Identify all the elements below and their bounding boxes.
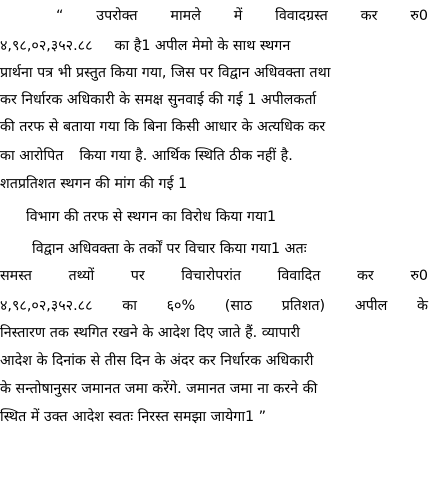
text-word: पर bbox=[130, 268, 145, 284]
text-segment: निस्तारण तक स्थगित रखने के आदेश दिए जाते हैं. व्यापारी bbox=[0, 325, 301, 341]
text-line bbox=[0, 376, 434, 403]
text-word: मामले bbox=[170, 8, 201, 24]
text-line bbox=[0, 60, 434, 87]
text-word: समस्त bbox=[0, 268, 32, 284]
text-line bbox=[0, 114, 434, 141]
text-line bbox=[0, 263, 434, 290]
percentage: ६०% bbox=[166, 298, 196, 314]
text-word: तथ्यों bbox=[68, 268, 95, 284]
text-word: प्रतिशत) bbox=[281, 298, 326, 314]
text-line bbox=[0, 404, 434, 431]
text-line bbox=[0, 3, 434, 30]
text-word: रु0 bbox=[410, 268, 428, 284]
text-segment: की तरफ से बताया गया कि बिना किसी आधार के अत्यधिक कर bbox=[0, 119, 326, 135]
text-line bbox=[0, 143, 434, 170]
text-line bbox=[0, 293, 434, 320]
text-segment: शतप्रतिशत स्थगन की मांग की गई 1 bbox=[0, 176, 188, 192]
text-line bbox=[0, 171, 434, 198]
text-segment: के सन्तोषानुसर जमानत जमा करेंगे. जमानत जमा ना करने की bbox=[0, 381, 318, 397]
text-segment: का आरोपित bbox=[0, 148, 64, 164]
text-word: रु0 bbox=[410, 8, 428, 24]
text-word: कर bbox=[360, 8, 378, 24]
text-line bbox=[0, 87, 434, 114]
amount: ४,९८,०२,३५२.८८ bbox=[0, 298, 93, 314]
amount: ४,९८,०२,३५२.८८ bbox=[0, 38, 93, 54]
closing-line: स्थित में उक्त आदेश स्वतः निरस्त समझा जायेगा1 ” bbox=[0, 409, 267, 425]
text-word: में bbox=[233, 8, 243, 24]
text-word: कर bbox=[356, 268, 374, 284]
text-segment: कर निर्धारक अधिकारी के समक्ष सुनवाई की गई 1 अपीलकर्ता bbox=[0, 92, 317, 108]
text-segment: आदेश के दिनांक से तीस दिन के अंदर कर निर्धारक अधिकारी bbox=[0, 353, 314, 369]
text-word: उपरोक्त bbox=[96, 8, 138, 24]
text-segment: किया गया है. आर्थिक स्थिति ठीक नहीं है. bbox=[79, 148, 293, 164]
text-word: विवादित bbox=[277, 268, 321, 284]
text-segment: विद्वान अधिवक्ता के तर्कों पर विचार किया गया1 अतः bbox=[32, 241, 307, 257]
text-line bbox=[0, 236, 434, 263]
text-line bbox=[0, 33, 434, 60]
text-line bbox=[0, 348, 434, 375]
text-segment: विभाग की तरफ से स्थगन का विरोध किया गया1 bbox=[26, 209, 277, 225]
text-line bbox=[0, 204, 434, 231]
text-line bbox=[0, 320, 434, 347]
opening-quote: “ bbox=[56, 8, 64, 24]
text-word: का bbox=[122, 298, 137, 314]
text-word: के bbox=[416, 298, 428, 314]
text-word: (साठ bbox=[224, 298, 253, 314]
text-word: अपील bbox=[354, 298, 388, 314]
text-segment: का है1 अपील मेमो के साथ स्थगन bbox=[114, 38, 291, 54]
text-word: विचारोपरांत bbox=[181, 268, 242, 284]
text-word: विवादग्रस्त bbox=[275, 8, 328, 24]
text-segment: प्रार्थना पत्र भी प्रस्तुत किया गया, जिस पर विद्वान अधिवक्ता तथा bbox=[0, 65, 331, 81]
